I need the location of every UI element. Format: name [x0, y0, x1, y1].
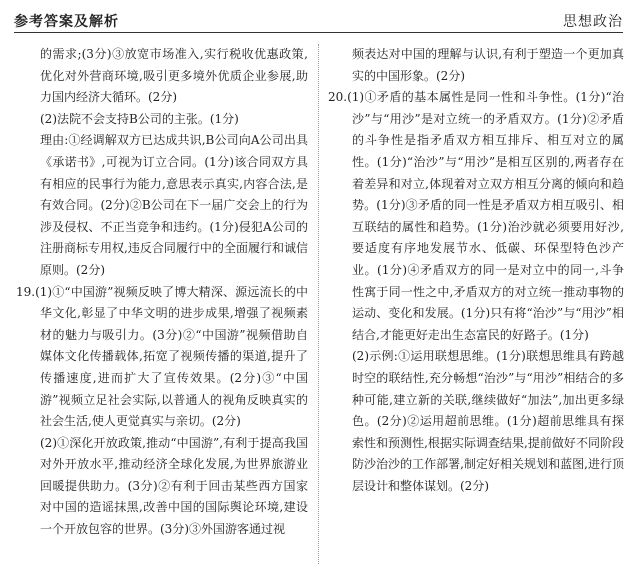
answer-paragraph: 19.(1)①“中国游”视频反映了博大精深、源远流长的中华文化,彰显了中华文明的进步成果,增强了视频素材的魅力与吸引力。(3分)②“中国游”视频借助自媒体文化传播载体,拓宽了视频传播的渠道,提升了传播速度,进而扩大了宣传效果。(2分)③“中国游”视频立足社会实际,以普通人的视角反映真实的社会生活,使人更觉真实与亲切。(2分) — [16, 284, 308, 429]
answer-paragraph: (2)示例:①运用联想思维。(1分)联想思维具有跨越时空的联结性,充分畅想“治沙”与“用沙”相结合的多种可能,建立新的关联,继续做好“加法”,加出更多绿色。(2分)②运用超前思维。(1分)超前思维具有探索性和预测性,根据实际调查结果,提前做好不同阶段防沙治沙的工作部署,制定好相关规划和蓝图,进行顶层设计和整体谋划。(2分) — [352, 349, 624, 493]
answer-paragraph: 的需求;(3分)③放宽市场准入,实行税收优惠政策,优化对外营商环境,吸引更多境外优质企业参展,助力国内经济大循环。(2分) — [40, 47, 308, 105]
subject-label: 思想政治 — [563, 14, 623, 30]
answer-paragraph: 频表达对中国的理解与认识,有利于塑造一个更加真实的中国形象。(2分) — [352, 47, 624, 83]
answer-paragraph: 理由:①经调解双方已达成共识,B公司向A公司出具《承诺书》,可视为订立合同。(1分)该合同双方具有相应的民事行为能力,意思表示真实,内容合法,是有效合同。(2分)②B公司在下一届广交会上的行为涉及侵权、不正当竞争和违约。(1分)侵犯A公司的注册商标专用权,违反合同履行中的全面履行和诚信原则。(2分) — [40, 133, 308, 277]
right-column — [328, 44, 624, 497]
answer-paragraph: 20.(1)①矛盾的基本属性是同一性和斗争性。(1分)“治沙”与“用沙”是对立统一的矛盾双方。(1分)②矛盾的斗争性是指矛盾双方相互排斥、相互对立的属性。(1分)“治沙”与“用沙”是相互区别的,两者存在着差异和对立,体现着对立双方相互分离的倾向和趋势。(1分)③矛盾的同一性是矛盾双方相互吸引、相互联结的属性和趋势。(1分)治沙就必须要用好沙,要适度有序地发展节水、低碳、环保型特色沙产业。(1分)④矛盾双方的同一是对立中的同一,斗争性寓于同一性之中,矛盾双方的对立统一推动事物的运动、变化和发展。(1分)只有将“治沙”与“用沙”相结合,才能更好走出生态富民的好路子。(1分) — [328, 90, 624, 342]
header-title: 参考答案及解析 — [14, 14, 119, 30]
column-divider — [318, 44, 319, 564]
answer-paragraph: (2)法院不会支持B公司的主张。(1分) — [40, 111, 239, 126]
page-header — [14, 8, 623, 33]
answer-paragraph: (2)①深化开放政策,推动“中国游”,有利于提高我国对外开放水平,推动经济全球化发展,为世界旅游业回暖提供助力。(3分)②有利于回击某些西方国家对中国的造谣抹黑,改善中国的国际舆论环境,建设一个开放包容的世界。(3分)③外国游客通过视 — [40, 435, 308, 537]
left-column — [16, 44, 308, 541]
